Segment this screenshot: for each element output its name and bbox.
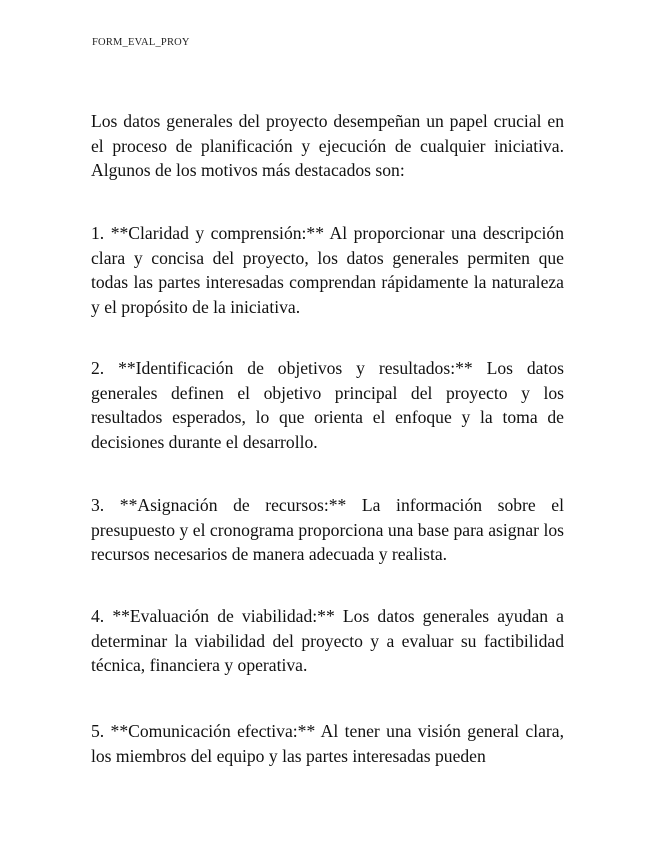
list-item-objetivos: 2. **Identificación de objetivos y resultados:** Los datos generales definen el objetivo principal del proyecto y los resultados esperados, lo que orienta el enfoque y la toma de decisiones durante el desarrollo.	[91, 358, 564, 452]
intro-paragraph: Los datos generales del proyecto desempeñan un papel crucial en el proceso de planificación y ejecución de cualquier iniciativa. Algunos de los motivos más destacados son:	[91, 111, 564, 180]
list-item-comunicacion: 5. **Comunicación efectiva:** Al tener una visión general clara, los miembros del equipo y las partes interesadas pueden	[91, 721, 564, 766]
form-code-header: FORM_EVAL_PROY	[92, 37, 190, 48]
list-item-viabilidad: 4. **Evaluación de viabilidad:** Los datos generales ayudan a determinar la viabilidad del proyecto y a evaluar su factibilidad técnica, financiera y operativa.	[91, 606, 564, 675]
list-item-recursos: 3. **Asignación de recursos:** La información sobre el presupuesto y el cronograma proporciona una base para asignar los recursos necesarios de manera adecuada y realista.	[91, 495, 564, 564]
list-item-claridad: 1. **Claridad y comprensión:** Al proporcionar una descripción clara y concisa del proyecto, los datos generales permiten que todas las partes interesadas comprendan rápidamente la naturaleza y el propósito de la iniciativa.	[91, 223, 564, 317]
